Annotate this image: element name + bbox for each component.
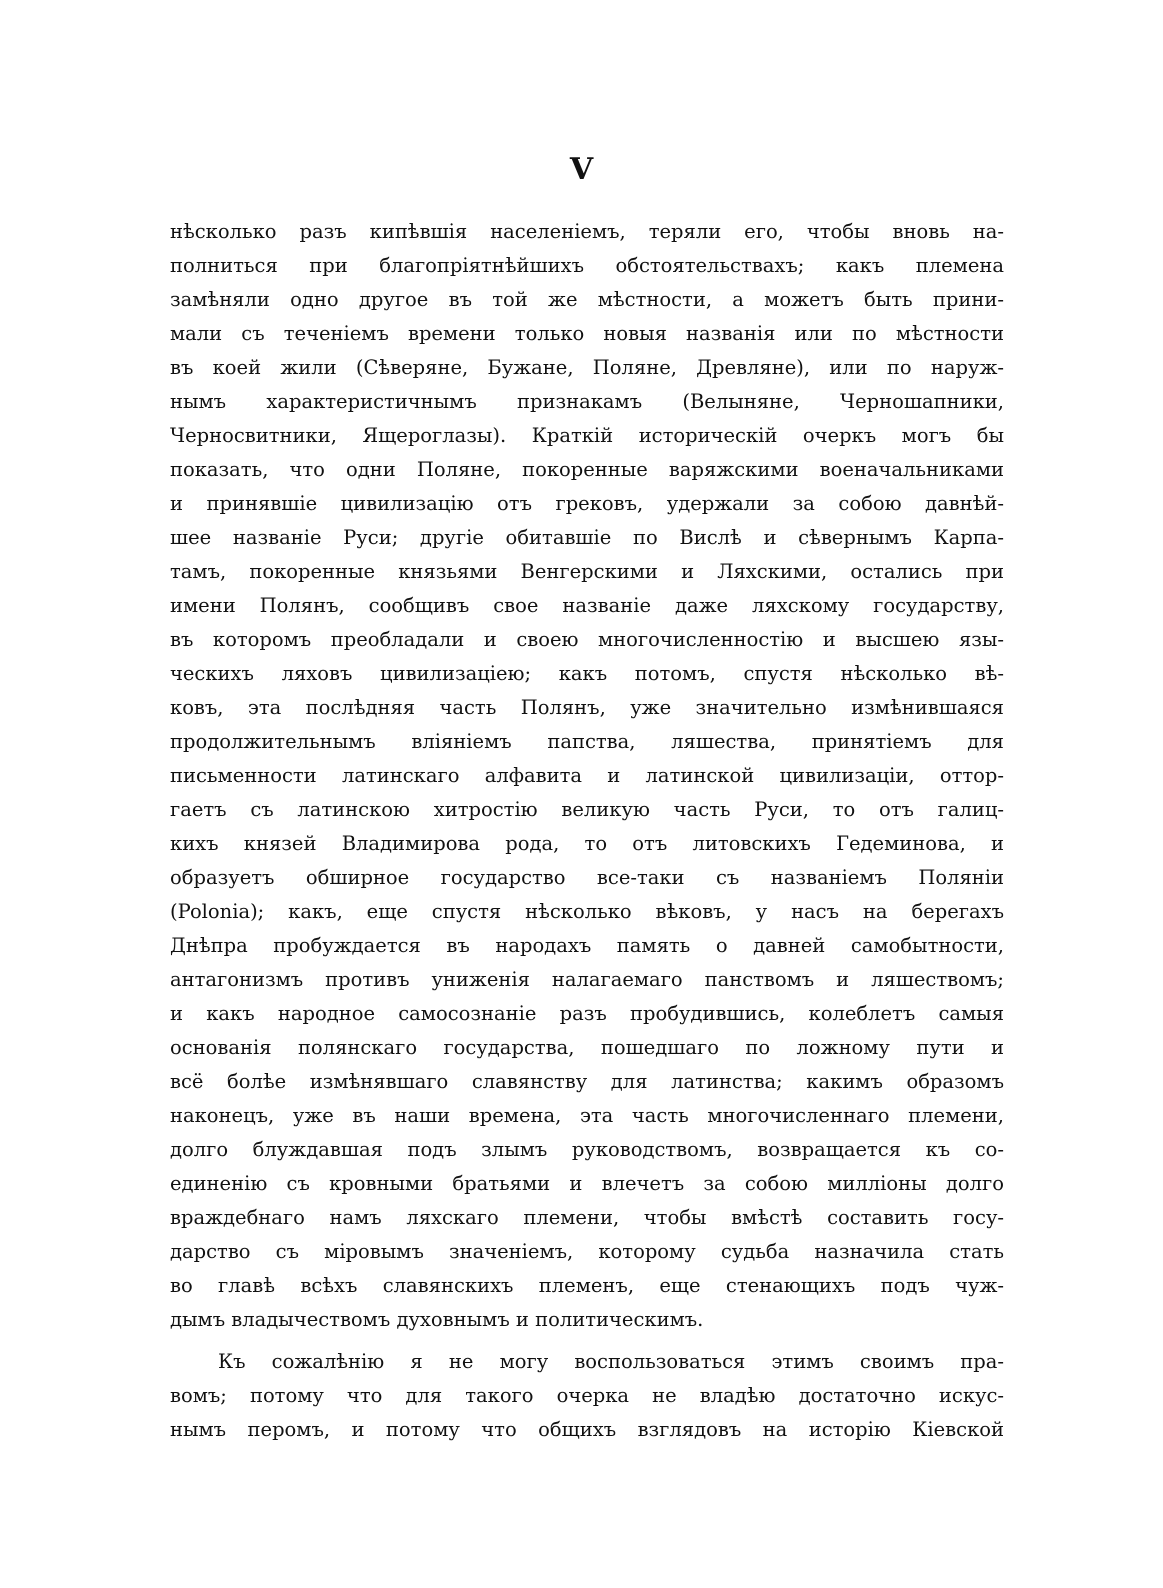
text-line: враждебнаго намъ ляхскаго племени, чтобы вмѣстѣ составить госу- <box>170 1206 1004 1229</box>
text-line: имени Полянъ, сообщивъ свое названіе даже ляхскому государству, <box>170 594 1004 617</box>
text-line: въ которомъ преобладали и своею многочисленностію и высшею язы- <box>170 628 1004 651</box>
text-line: кихъ князей Владимирова рода, то отъ литовскихъ Гедеминова, и <box>170 832 1004 855</box>
text-line: нѣсколько разъ кипѣвшія населеніемъ, теряли его, чтобы вновь на- <box>170 220 1004 243</box>
text-line: нымъ перомъ, и потому что общихъ взглядовъ на исторію Кіевской <box>170 1418 1004 1441</box>
text-line: вомъ; потому что для такого очерка не владѣю достаточно искус- <box>170 1384 1004 1407</box>
text-line: всё болѣе измѣнявшаго славянству для латинства; какимъ образомъ <box>170 1070 1004 1093</box>
text-line: антагонизмъ противъ униженія налагаемаго панствомъ и ляшествомъ; <box>170 968 1004 991</box>
text-line: и принявшіе цивилизацію отъ грековъ, удержали за собою давнѣй- <box>170 492 1004 515</box>
text-line: ческихъ ляховъ цивилизаціею; какъ потомъ, спустя нѣсколько вѣ- <box>170 662 1004 685</box>
text-line: и какъ народное самосознаніе разъ пробудившись, колеблетъ самыя <box>170 1002 1004 1025</box>
text-line: во главѣ всѣхъ славянскихъ племенъ, еще стенающихъ подъ чуж- <box>170 1274 1004 1297</box>
text-line: дарство съ міровымъ значеніемъ, которому судьба назначила стать <box>170 1240 1004 1263</box>
text-line: (Polonia); какъ, еще спустя нѣсколько вѣковъ, у насъ на берегахъ <box>170 900 1004 923</box>
text-line: тамъ, покоренные князьями Венгерскими и Ляхскими, остались при <box>170 560 1004 583</box>
text-line: шее названіе Руси; другіе обитавшіе по Вислѣ и сѣвернымъ Карпа- <box>170 526 1004 549</box>
text-line: основанія полянскаго государства, пошедшаго по ложному пути и <box>170 1036 1004 1059</box>
text-line: гаетъ съ латинскою хитростію великую часть Руси, то отъ галиц- <box>170 798 1004 821</box>
text-line: полниться при благопріятнѣйшихъ обстоятельствахъ; какъ племена <box>170 254 1004 277</box>
text-line: нымъ характеристичнымъ признакамъ (Велыняне, Черношапники, <box>170 390 1004 413</box>
text-line: Черносвитники, Ящероглазы). Краткій историческій очеркъ могъ бы <box>170 424 1004 447</box>
page-number: V <box>569 152 594 187</box>
text-line: письменности латинскаго алфавита и латинской цивилизаціи, оттор- <box>170 764 1004 787</box>
text-line: долго блуждавшая подъ злымъ руководствомъ, возвращается къ со- <box>170 1138 1004 1161</box>
text-line: образуетъ обширное государство все-таки съ названіемъ Поляніи <box>170 866 1004 889</box>
text-line: продолжительнымъ вліяніемъ папства, ляшества, принятіемъ для <box>170 730 1004 753</box>
text-line: показать, что одни Поляне, покоренные варяжскими военачальниками <box>170 458 1004 481</box>
paragraph <box>170 1345 1004 1447</box>
text-line: дымъ владычествомъ духовнымъ и политическимъ. <box>170 1308 704 1331</box>
body-text <box>170 215 1004 1447</box>
text-line: мали съ теченіемъ времени только новыя названія или по мѣстности <box>170 322 1004 345</box>
paragraph <box>170 215 1004 1337</box>
text-line: наконецъ, уже въ наши времена, эта часть многочисленнаго племени, <box>170 1104 1004 1127</box>
text-line: въ коей жили (Сѣверяне, Бужане, Поляне, Древляне), или по наруж- <box>170 356 1004 379</box>
text-line: Днѣпра пробуждается въ народахъ память о давней самобытности, <box>170 934 1004 957</box>
text-line: единенію съ кровными братьями и влечетъ за собою милліоны долго <box>170 1172 1004 1195</box>
text-line: ковъ, эта послѣдняя часть Полянъ, уже значительно измѣнившаяся <box>170 696 1004 719</box>
text-line: Къ сожалѣнію я не могу воспользоваться этимъ своимъ пра- <box>218 1350 1004 1373</box>
text-line: замѣняли одно другое въ той же мѣстности, а можетъ быть прини- <box>170 288 1004 311</box>
